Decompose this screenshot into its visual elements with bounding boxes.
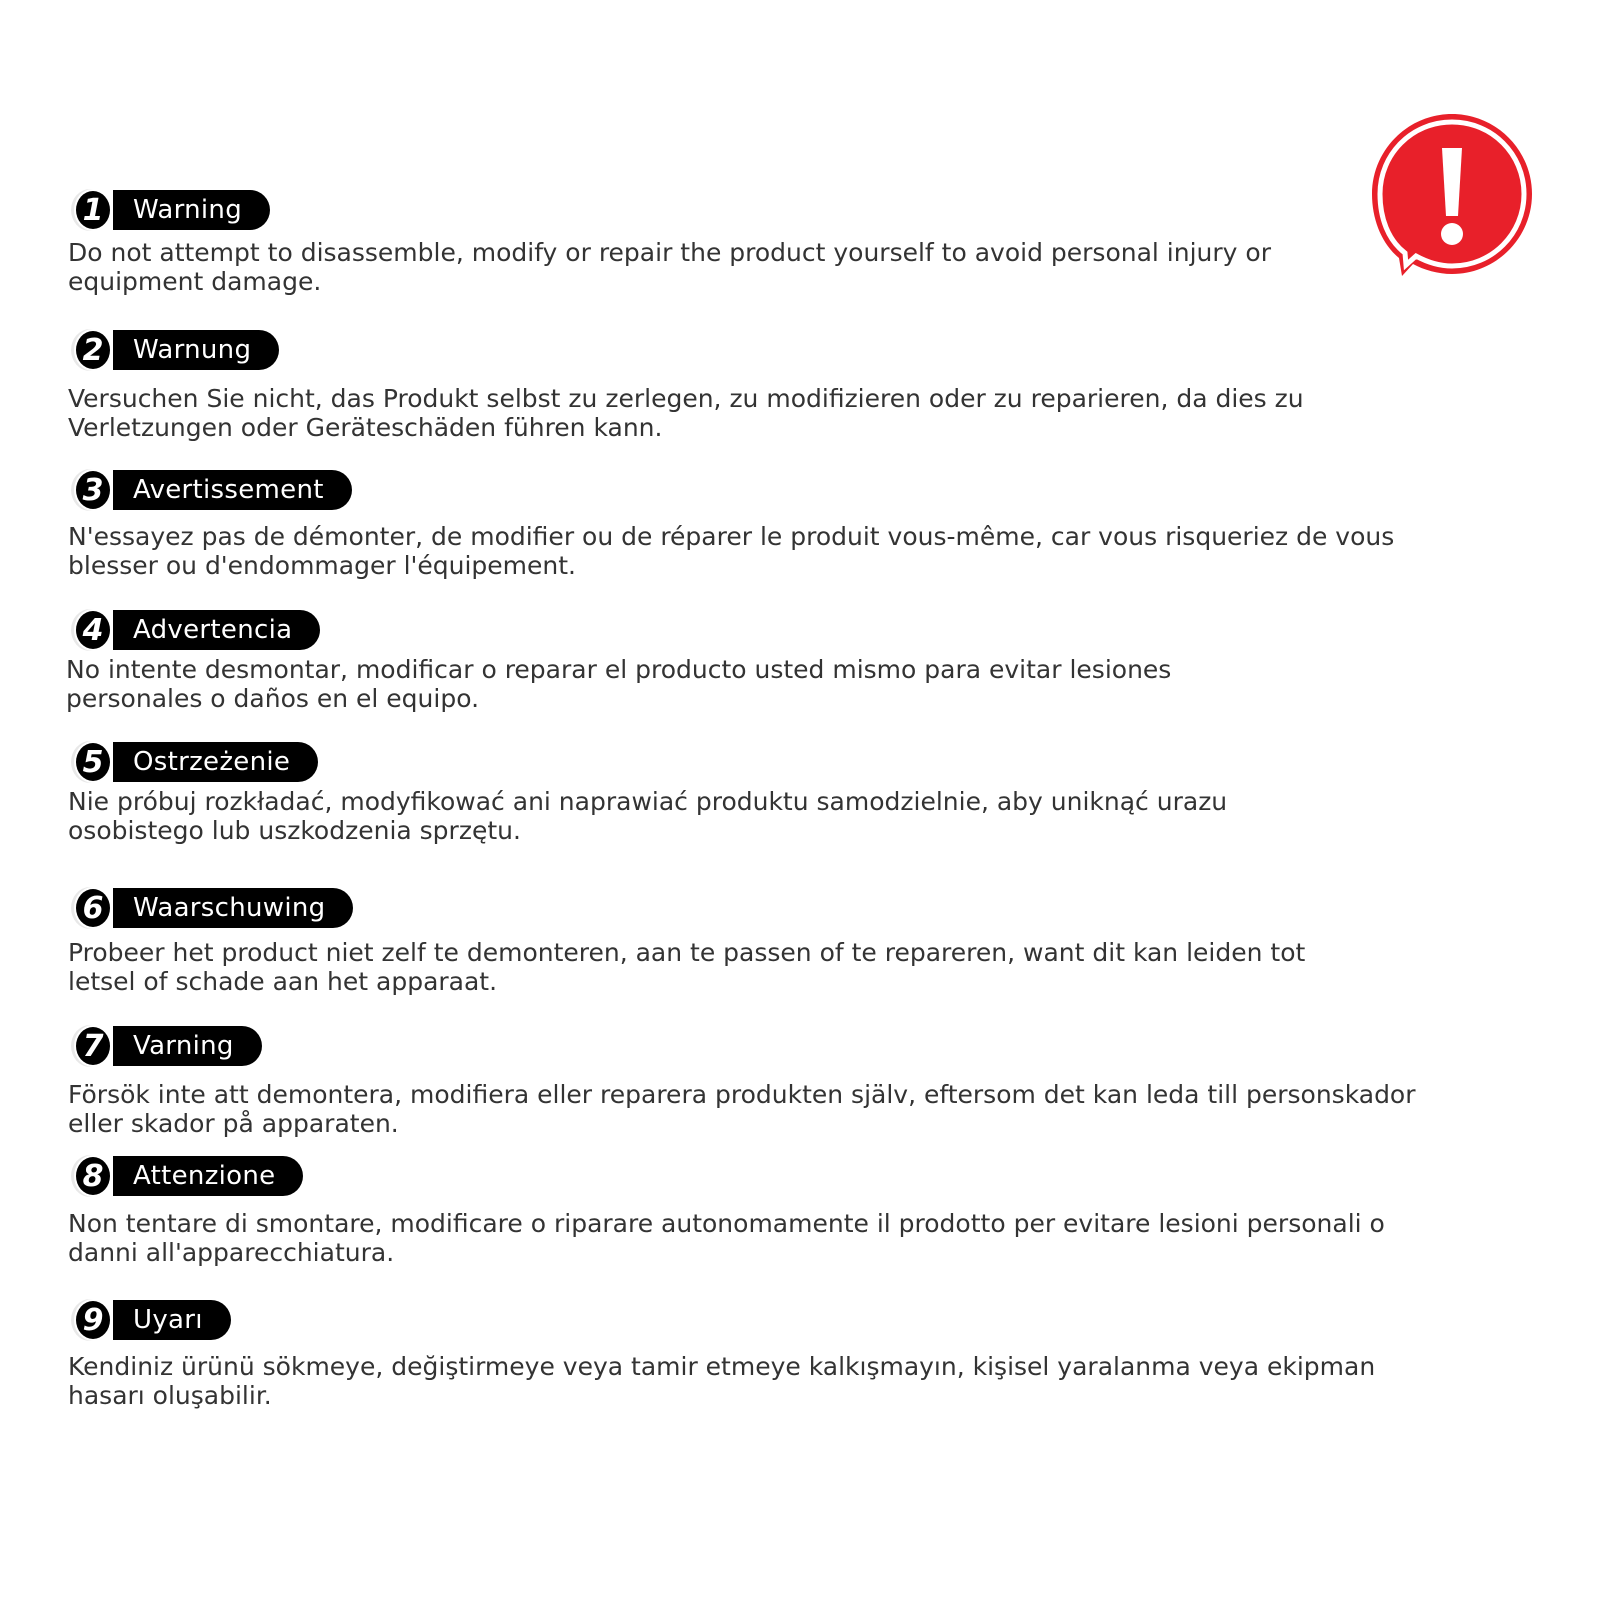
badge-number: 8 bbox=[76, 1157, 110, 1195]
badge-title: Warning bbox=[113, 190, 270, 230]
text-line: Versuchen Sie nicht, das Produkt selbst zu zerlegen, zu modifizieren oder zu reparieren, da dies zu bbox=[68, 384, 1304, 413]
warning-badge-7 bbox=[68, 1026, 262, 1066]
warning-text bbox=[68, 938, 1428, 996]
badge-number: 1 bbox=[76, 191, 110, 229]
text-line: Kendiniz ürünü sökmeye, değiştirmeye veya tamir etmeye kalkışmayın, kişisel yaralanma veya ekipman bbox=[68, 1352, 1376, 1381]
warning-badge-4 bbox=[68, 610, 320, 650]
warning-text bbox=[68, 1080, 1428, 1138]
warning-text bbox=[68, 1209, 1428, 1267]
badge-title: Avertissement bbox=[113, 470, 352, 510]
warning-text bbox=[66, 655, 1426, 713]
badge-number: 2 bbox=[76, 331, 110, 369]
text-line: Nie próbuj rozkładać, modyfikować ani naprawiać produktu samodzielnie, aby uniknąć urazu bbox=[68, 787, 1228, 816]
text-line: personales o daños en el equipo. bbox=[66, 684, 480, 713]
warning-badge-8 bbox=[68, 1156, 303, 1196]
badge-title: Advertencia bbox=[113, 610, 320, 650]
text-line: blesser ou d'endommager l'équipement. bbox=[68, 551, 577, 580]
text-line: osobistego lub uszkodzenia sprzętu. bbox=[68, 816, 521, 845]
warning-text bbox=[68, 1352, 1428, 1410]
badge-number: 7 bbox=[76, 1027, 110, 1065]
badge-title: Uyarı bbox=[113, 1300, 231, 1340]
text-line: Försök inte att demontera, modifiera eller reparera produkten själv, eftersom det kan leda till personskador bbox=[68, 1080, 1416, 1109]
text-line: Do not attempt to disassemble, modify or repair the product yourself to avoid personal injury or bbox=[68, 238, 1271, 267]
text-line: equipment damage. bbox=[68, 267, 322, 296]
warning-text bbox=[68, 238, 1428, 296]
badge-title: Varning bbox=[113, 1026, 262, 1066]
text-line: N'essayez pas de démonter, de modifier ou de réparer le produit vous-même, car vous risqueriez de vous bbox=[68, 522, 1395, 551]
badge-number: 3 bbox=[76, 471, 110, 509]
warning-badge-9 bbox=[68, 1300, 231, 1340]
warning-badge-3 bbox=[68, 470, 352, 510]
text-line: eller skador på apparaten. bbox=[68, 1109, 399, 1138]
badge-number: 9 bbox=[76, 1301, 110, 1339]
text-line: letsel of schade aan het apparaat. bbox=[68, 967, 498, 996]
text-line: Non tentare di smontare, modificare o riparare autonomamente il prodotto per evitare lesioni personali o bbox=[68, 1209, 1385, 1238]
warning-badge-1 bbox=[68, 190, 270, 230]
badge-title: Warnung bbox=[113, 330, 279, 370]
badge-number: 4 bbox=[76, 611, 110, 649]
warning-text bbox=[68, 384, 1428, 442]
text-line: danni all'apparecchiatura. bbox=[68, 1238, 395, 1267]
text-line: hasarı oluşabilir. bbox=[68, 1381, 272, 1410]
warning-badge-6 bbox=[68, 888, 353, 928]
badge-title: Waarschuwing bbox=[113, 888, 353, 928]
badge-title: Ostrzeżenie bbox=[113, 742, 318, 782]
badge-number: 6 bbox=[76, 889, 110, 927]
badge-number: 5 bbox=[76, 743, 110, 781]
badge-title: Attenzione bbox=[113, 1156, 303, 1196]
text-line: Verletzungen oder Geräteschäden führen kann. bbox=[68, 413, 663, 442]
text-line: No intente desmontar, modificar o reparar el producto usted mismo para evitar lesiones bbox=[66, 655, 1172, 684]
warning-badge-5 bbox=[68, 742, 318, 782]
warning-badge-2 bbox=[68, 330, 279, 370]
warning-text bbox=[68, 522, 1428, 580]
text-line: Probeer het product niet zelf te demonteren, aan te passen of te repareren, want dit kan leiden tot bbox=[68, 938, 1306, 967]
warning-text bbox=[68, 787, 1428, 845]
